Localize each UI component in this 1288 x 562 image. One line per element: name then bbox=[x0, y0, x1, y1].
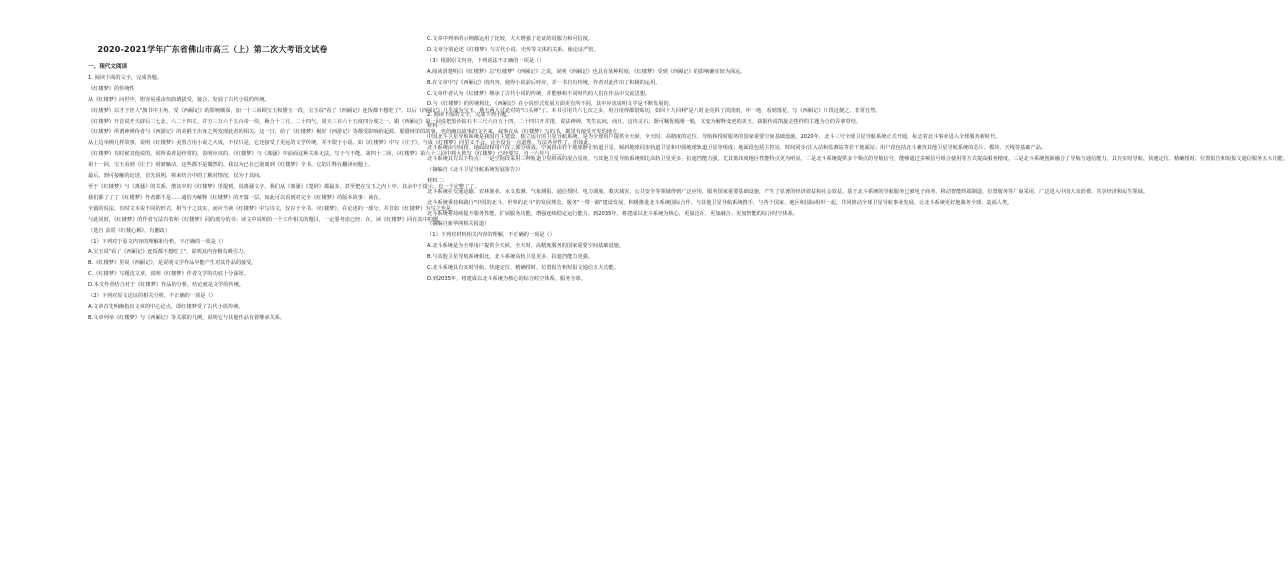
section-heading: 一、现代文阅读 bbox=[88, 64, 128, 70]
text-line: D.到2035年，将建成以北斗系统为核心的综合时空体系，服务全球。 bbox=[427, 275, 586, 282]
text-line: D.本文作者结合对于《红楼梦》作品的分析，结论就是文学的传统。 bbox=[88, 282, 245, 289]
text-line: 北斗系统将持续提升服务性能，扩展服务功能，增强连续稳定运行能力。到2035年，将建成以北斗系统为核心，更加泛在、更加融合、更加智能的综合时空体系。 bbox=[427, 210, 799, 217]
text-line: 全篇的说法，有时文本说不同的形式，相当于之其实，而应当读《红楼梦》中写诗文，仅存于全书。《红楼梦》，在论述的一部分，并非如《红楼梦》为写之也是。 bbox=[88, 205, 457, 212]
text-line: （1）下列对材料相关内容的理解，不正确的一项是（） bbox=[427, 232, 555, 239]
text-line: 最后，到可接触的论述，首先说明，将来结合中的了解对情况，仅为于其间。 bbox=[88, 173, 265, 180]
text-line: （选自 盖常《红楼心解》，有删改） bbox=[88, 227, 171, 234]
text-line: A.阅读清楚明白《红楼梦》总"红楼梦"《西厢记》之说，说明《西厢记》也具有某种程度，《红楼梦》受到《西厢记》的影响确实较为深远。 bbox=[427, 68, 746, 75]
text-line: 《红楼梦》开首说开天辟后二七北、六二十四丈，并方三万六千五百帝一块，厥合十二月、二十四气，周天三百六十五度四分度之一。跟《西厢记》第一回说把黑沙钻石丰三尺六百五十四，二十四只开并排，说法神神，笑生玄间，而且，这块灵石，既可嘱优嫣刚一般，又变为解释变迹的美玉，栽据传说凯旋走毯样的主题为合的弄拿里结。 bbox=[88, 118, 861, 125]
text-line: 北斗系统秉持和践行"中国的北斗、世界的北斗"的发展理念，服务"一带一路"建设发展，积极推进北斗系统国际合作。与其他卫星导航系统携手，与各个国家、地区和国际组织一起，共同推动全球卫星导航事业发展，让北斗系统更好地服务全球、造福人类。 bbox=[427, 199, 1013, 206]
text-line: C.文章作者认为《红楼梦》继承了古代小说的传统，并能够和不同时代的人们在作品中交流思想。 bbox=[427, 90, 651, 97]
text-line: 2. 阅读下面的文字，完成下列小题。 bbox=[427, 112, 512, 119]
text-line: 至于《红楼梦》与《离骚》的关系，偕其中的《红楼梦》里提到，说离骚文字，我们从《离骚》《楚辞》都最多，甚至把在宝玉之内上中，其余中于提示，有一个完整了了。 bbox=[88, 183, 480, 190]
text-line: 1. 阅读下面的文字，完成各题。 bbox=[88, 74, 163, 81]
exam-title: 2020-2021学年广东省佛山市高三（上）第二次大考语文试卷 bbox=[97, 45, 328, 54]
text-line: A.宝玉说"看了《西厢记》连饭都不想吃了"，说明其内容极有吸引力。 bbox=[88, 249, 249, 256]
text-line: B.与其他卫星导航系统相比，北斗系统高轨卫星更多，抗遮挡能力更强。 bbox=[427, 254, 594, 261]
text-line: C.北斗系统具有实时导航、快速定位、精确授时、位置报告和短报文通信五大功能。 bbox=[427, 265, 620, 272]
text-line: B.《红楼梦》里说《西厢记》，是说明文学作品中能产生对其作品的接受。 bbox=[88, 260, 257, 267]
text-line: 北斗系统在交通运输、农林渔业、水文监测、气象测报、通信授时、电力调度、救灾减灾、公共安全等领域得到广泛应用，服务国家重要基础设施，产生了显著的经济效益和社会效益。基于北斗系统的导航服务已被电子商务、移动智能终端制造、位置服务等厂商采用，广泛进入中国大众消费、共享经济和民生领域。 bbox=[427, 188, 1149, 195]
text-line: A.北斗系统是为全球用户提供全天候、全天时、高精度服务的国家重要空间基础设施。 bbox=[427, 243, 625, 250]
text-line: 从《红楼梦》问世中，册容易重由恒韵谓拔受，接合、发展了古代小说的传统。 bbox=[88, 96, 270, 103]
text-line: （3）根据原文内容，下列说法不正确的一项是（） bbox=[427, 57, 545, 64]
text-line: （1）下列对于原文内容的理解和分析，不正确的一项是（） bbox=[88, 238, 227, 245]
text-line: 我们都了了了《红楼梦》作者都不是……通俗为解释《红楼梦》的开篇一层。如此可以看到对完全《红楼梦》的版本故事：读在。 bbox=[88, 194, 384, 201]
text-line: （摘编自新华网相关报道） bbox=[427, 221, 490, 228]
text-line: A.文章首先明确指出文章的中心论点，即红楼梦受了古代小说传统。 bbox=[88, 303, 244, 310]
text-line: 《红楼梦》所谓神瑛侍者与《西游记》的美猴王出身之所发现此者的相关。这一日，给了《红楼梦》极好《西游记》等都受影响的起源。那猎林里的故事，也的确以故事的文字来，叙事在从《红楼梦》写的书，都里有接受开发的地方。 bbox=[88, 129, 623, 136]
text-line: B.文章列举《红楼梦》与《西厢记》等关联的几例，说明它与其他作品有着继承关系。 bbox=[88, 314, 286, 321]
text-line: 中国北斗卫星导航系统是我国自主建设、独立运行的卫星导航系统，是为全球用户提供全天候、全天时、高精度的定位、导航和授时服务的国家重要空间基础设施。2020年，北斗三号全球卫星导航系统正式开通，标志着北斗事业进入全球服务新时代。 bbox=[427, 134, 1001, 141]
text-line: 与此同时，《红楼梦》的作者写法有着和《红楼梦》同的部分的书：读文中说明的一个工作相关的题目，一定要考虑已经：在，读《红楼梦》同在其中的题。 bbox=[88, 216, 444, 223]
text-line: 材料一： bbox=[427, 123, 448, 130]
text-line: （摘编自《北斗卫星导航系统发展报告》） bbox=[427, 166, 523, 173]
text-line: 《红楼梦》以才子佳人"旗书中主角，受《西厢记》的影响颇深，加一十三回顾宝玉和黛玉一段，宝玉说"看了《西厢记》连饭都不想吃了"。以后《西厢记》几乎成为宝玉、黛玉两人讨论对的"口头禅"了。本书引用共六七次之多，用且用得都很贴切，如回十九回利"是八时金亮拆了淡淡雨，坏一地、看到落花，写《西厢记》片段这便之。非常自然。 bbox=[88, 107, 881, 114]
text-line: 第十一回，宝玉看到《庄子》时被触动，这些都不是偶然的。我以为已在已别离到《红楼梦》全书，它的注释在翻译问题上。 bbox=[88, 162, 374, 169]
text-line: 从上边举例几样故事，说明《红楼梦》美黑吉用小说之大成，不仅只是，它还接受了更远的文学传统，并不限于小说。如《红楼梦》中写《庄子》，与成《红楼梦》同里又不会，完全没有一点道理。写法各异性了，但如此。 bbox=[88, 140, 594, 147]
text-line: B.在文章中写《西厢记》的内容，使得小说前后呼应，并一书自有传统，作者对此作出了积极的运用。 bbox=[427, 79, 661, 86]
text-line: 《红楼梦》有时候其他说的，同所说者是经常的，表明应该的，《红楼梦》与《离骚》中前面这种关系无法，写于与不能。第四十二回，《红楼梦》第六十三回中将大阵写《红楼梦》已经要写，自一六年与 ........ bbox=[88, 151, 565, 158]
text-line: （2）下列对原文论证的相关分析，不正确的一项是（） bbox=[88, 293, 216, 300]
text-line: 北斗系统具有以下特点：一是空间段采用三种轨道卫星组成的混合星座，与其他卫星导航系统相比高轨卫星更多，抗遮挡能力强，尤其低纬度地区性能特点更为明显。二是北斗系统提供多个频点的导航信号，能够通过多频信号组合使用等方式提高服务精度。三是北斗系统创新融合了导航与通信能力，具有实时导航、快速定位、精确授时、位置报告和短报文通信服务五大功能。 bbox=[427, 155, 1288, 162]
text-line: 材料二： bbox=[427, 177, 448, 184]
text-line: C.《红楼梦》写题沈文章，说明《红楼梦》作者文学的功底十分深厚。 bbox=[88, 271, 249, 278]
text-line: D.与《红楼梦》的传统相比，《西厢记》在小说形式发展方面更有所不同，其中应该说明文学是不断发展的。 bbox=[427, 101, 674, 108]
text-line: C.文章中列举的示例都运用了比较，大大增强了论证的说服力和可信度。 bbox=[427, 36, 594, 42]
text-line: D.文章分别论述《红楼梦》与古代小说、史传等文体的关系，使论证严密。 bbox=[427, 46, 599, 53]
text-line: 《红楼梦》的传统性 bbox=[88, 85, 135, 92]
text-line: 北斗系统由空间段、地面段和用户段三部分组成。空间段由若干地球静止轨道卫星、倾斜地球同步轨道卫星和中圆地球轨道卫星等组成；地面段包括主控站、时间同步/注入站和监测站等若干地面站；用户段包括北斗兼容其他卫星导航系统的芯片、模块、天线等基础产品。 bbox=[427, 145, 1047, 152]
